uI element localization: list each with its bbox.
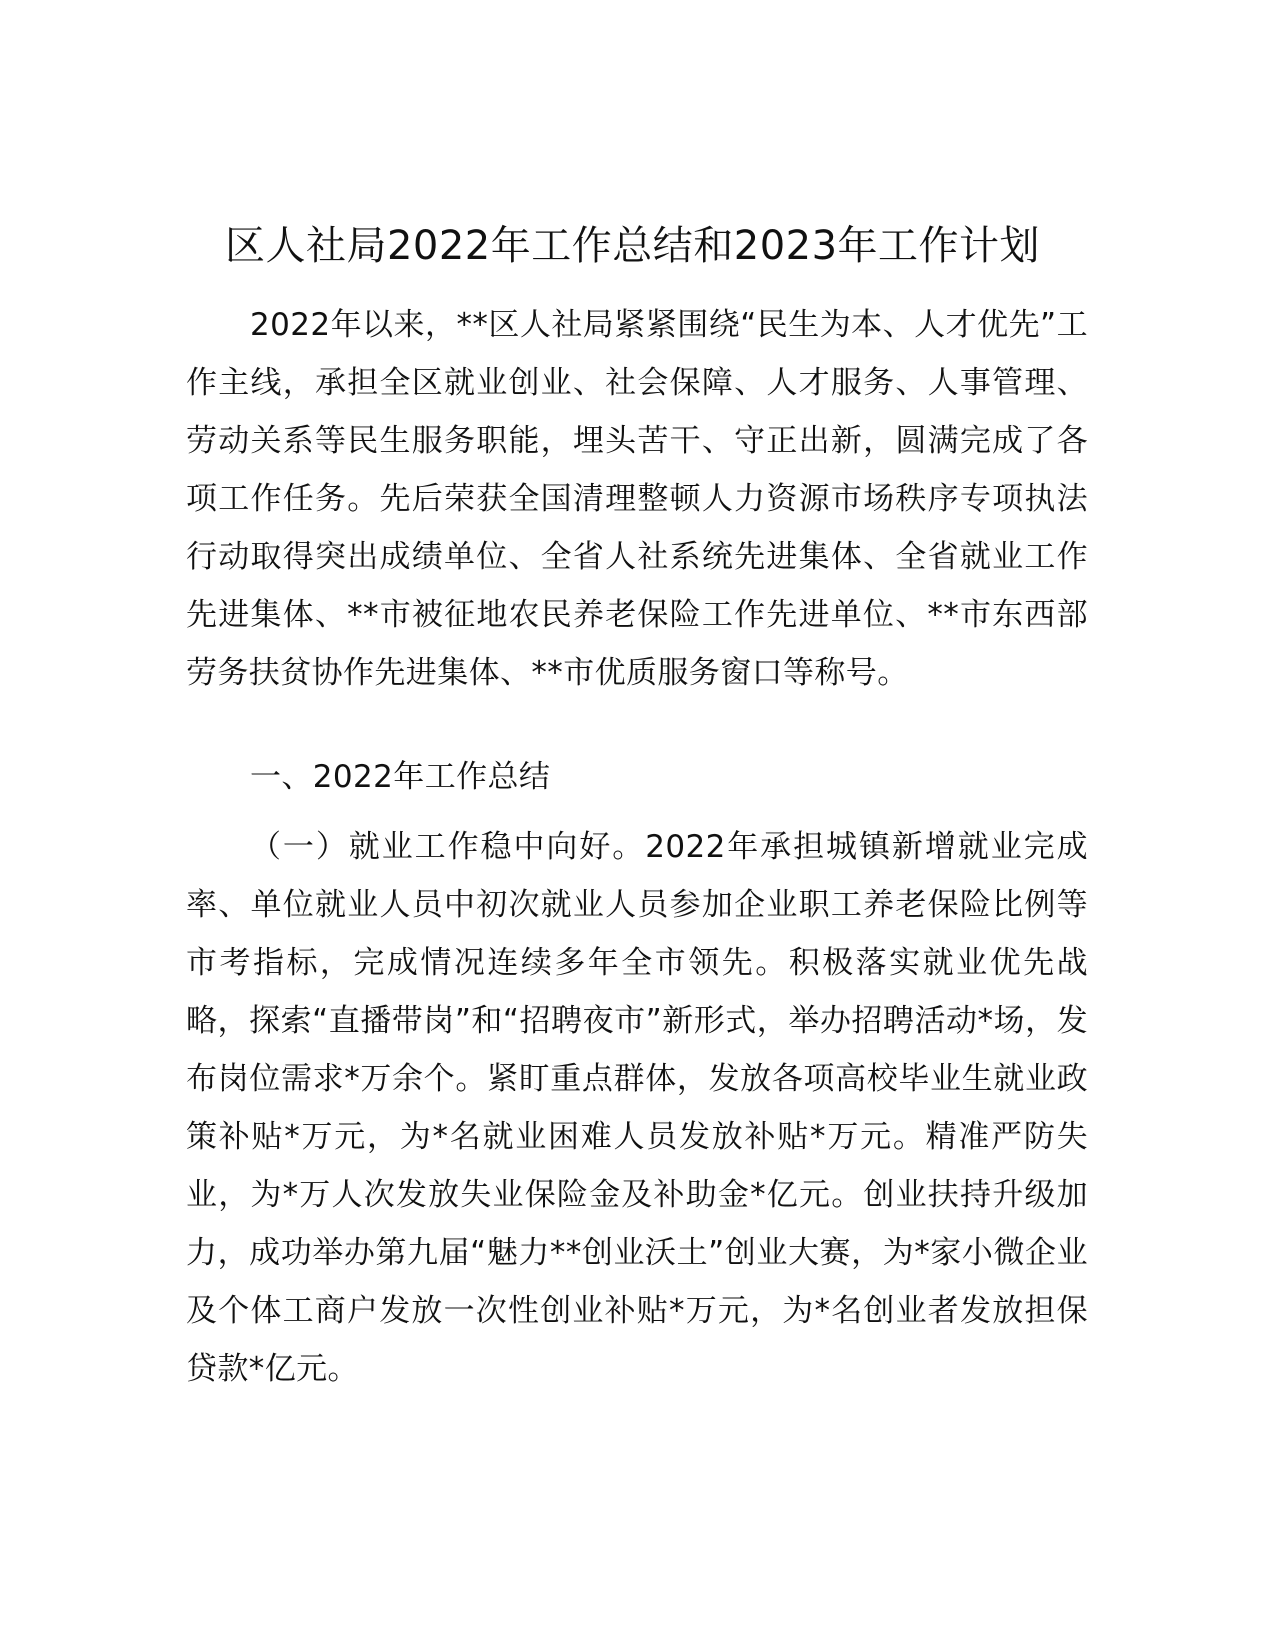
document-title: 区人社局2022年工作总结和2023年工作计划 xyxy=(224,223,1041,269)
intro-paragraph: 2022年以来，**区人社局紧紧围绕“民生为本、人才优先”工作主线，承担全区就业创业、社会保障、人才服务、人事管理、劳动关系等民生服务职能，埋头苦干、守正出新，圆满完成了各项工作任务。先后荣获全国清理整顿人力资源市场秩序专项执法行动取得突出成绩单位、全省人社系统先进集体、全省就业工作先进集体、**市被征地农民养老保险工作先进单位、**市东西部劳务扶贫协作先进集体、**市优质服务窗口等称号。 xyxy=(186,307,1088,691)
employment-paragraph: （一）就业工作稳中向好。2022年承担城镇新增就业完成率、单位就业人员中初次就业人员参加企业职工养老保险比例等市考指标，完成情况连续多年全市领先。积极落实就业优先战略，探索“直播带岗”和“招聘夜市”新形式，举办招聘活动*场，发布岗位需求*万余个。紧盯重点群体，发放各项高校毕业生就业政策补贴*万元，为*名就业困难人员发放补贴*万元。精准严防失业，为*万人次发放失业保险金及补助金*亿元。创业扶持升级加力，成功举办第九届“魅力**创业沃土”创业大赛，为*家小微企业及个体工商户发放一次性创业补贴*万元，为*名创业者发放担保贷款*亿元。 xyxy=(186,829,1088,1387)
section-heading: 一、2022年工作总结 xyxy=(250,759,551,795)
